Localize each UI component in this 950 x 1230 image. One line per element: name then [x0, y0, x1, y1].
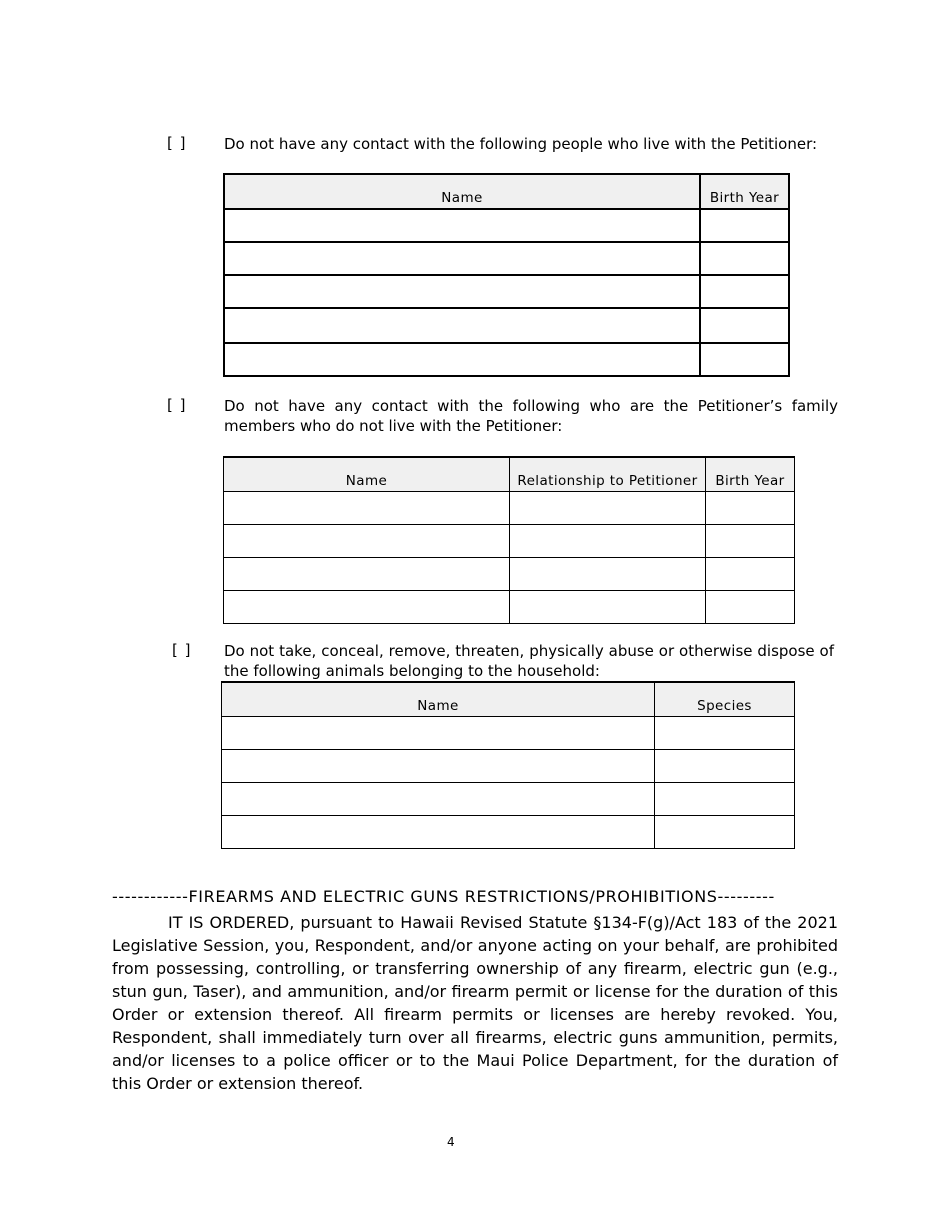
table-row	[222, 750, 795, 783]
species-cell[interactable]	[655, 717, 795, 750]
birth-year-cell[interactable]	[700, 308, 789, 343]
column-header-birth-year: Birth Year	[700, 174, 789, 209]
relationship-cell[interactable]	[510, 591, 706, 624]
table-row	[224, 591, 795, 624]
name-cell[interactable]	[224, 242, 700, 275]
family-contacts-instruction: Do not have any contact with the following who are the Petitioner’s family members who do not live with the Petitioner:	[224, 397, 838, 435]
birth-year-cell[interactable]	[706, 525, 795, 558]
name-cell[interactable]	[224, 492, 510, 525]
species-cell[interactable]	[655, 750, 795, 783]
birth-year-cell[interactable]	[706, 591, 795, 624]
species-cell[interactable]	[655, 816, 795, 849]
name-cell[interactable]	[222, 816, 655, 849]
birth-year-cell[interactable]	[706, 558, 795, 591]
name-cell[interactable]	[222, 750, 655, 783]
firearms-order-paragraph	[112, 911, 838, 1095]
name-cell[interactable]	[224, 525, 510, 558]
name-cell[interactable]	[224, 558, 510, 591]
table-row	[222, 717, 795, 750]
birth-year-cell[interactable]	[700, 209, 789, 242]
table-row	[224, 558, 795, 591]
name-cell[interactable]	[224, 275, 700, 308]
checkbox-household-animals[interactable]: [ ]	[172, 641, 192, 659]
table-row	[224, 242, 789, 275]
name-cell[interactable]	[222, 717, 655, 750]
table-row	[224, 209, 789, 242]
firearms-section-heading: ------------FIREARMS AND ELECTRIC GUNS RESTRICTIONS/PROHIBITIONS---------	[112, 887, 775, 906]
relationship-cell[interactable]	[510, 558, 706, 591]
name-cell[interactable]	[224, 591, 510, 624]
relationship-cell[interactable]	[510, 525, 706, 558]
household-contacts-instruction: Do not have any contact with the following people who live with the Petitioner:	[224, 135, 818, 153]
relationship-cell[interactable]	[510, 492, 706, 525]
birth-year-cell[interactable]	[700, 242, 789, 275]
column-header-name: Name	[222, 682, 655, 717]
birth-year-cell[interactable]	[706, 492, 795, 525]
household-animals-table	[221, 681, 795, 849]
family-contacts-table	[223, 456, 795, 624]
table-row	[222, 783, 795, 816]
name-cell[interactable]	[224, 308, 700, 343]
column-header-species: Species	[655, 682, 795, 717]
birth-year-cell[interactable]	[700, 343, 789, 376]
column-header-relationship: Relationship to Petitioner	[510, 457, 706, 492]
table-row	[222, 816, 795, 849]
firearms-order-text: IT IS ORDERED, pursuant to Hawaii Revised Statute §134-F(g)/Act 183 of the 2021 Legislative Session, you, Respondent, and/or anyone acting on your behalf, are prohibited from possessing, controlling, or transferring ownership of any firearm, electric gun (e.g., stun gun, Taser), and ammunition, and/or firearm permit or license for the duration of this Order or extension thereof. All firearm permits or licenses are hereby revoked. You, Respondent, shall immediately turn over all firearms, electric guns ammunition, permits, and/or licenses to a police officer or to the Maui Police Department, for the duration of this Order or extension thereof.	[112, 913, 838, 1093]
table-row	[224, 525, 795, 558]
column-header-name: Name	[224, 174, 700, 209]
name-cell[interactable]	[224, 209, 700, 242]
table-row	[224, 308, 789, 343]
name-cell[interactable]	[224, 343, 700, 376]
species-cell[interactable]	[655, 783, 795, 816]
column-header-birth-year: Birth Year	[706, 457, 795, 492]
table-row	[224, 343, 789, 376]
table-row	[224, 275, 789, 308]
page-number: 4	[447, 1135, 455, 1149]
column-header-name: Name	[224, 457, 510, 492]
household-animals-instruction: Do not take, conceal, remove, threaten, physically abuse or otherwise dispose of the following animals belonging to the household:	[224, 642, 834, 680]
name-cell[interactable]	[222, 783, 655, 816]
table-row	[224, 492, 795, 525]
household-contacts-table	[223, 173, 790, 377]
birth-year-cell[interactable]	[700, 275, 789, 308]
checkbox-family-contacts[interactable]: [ ]	[167, 396, 187, 414]
checkbox-household-contacts[interactable]: [ ]	[167, 134, 187, 152]
